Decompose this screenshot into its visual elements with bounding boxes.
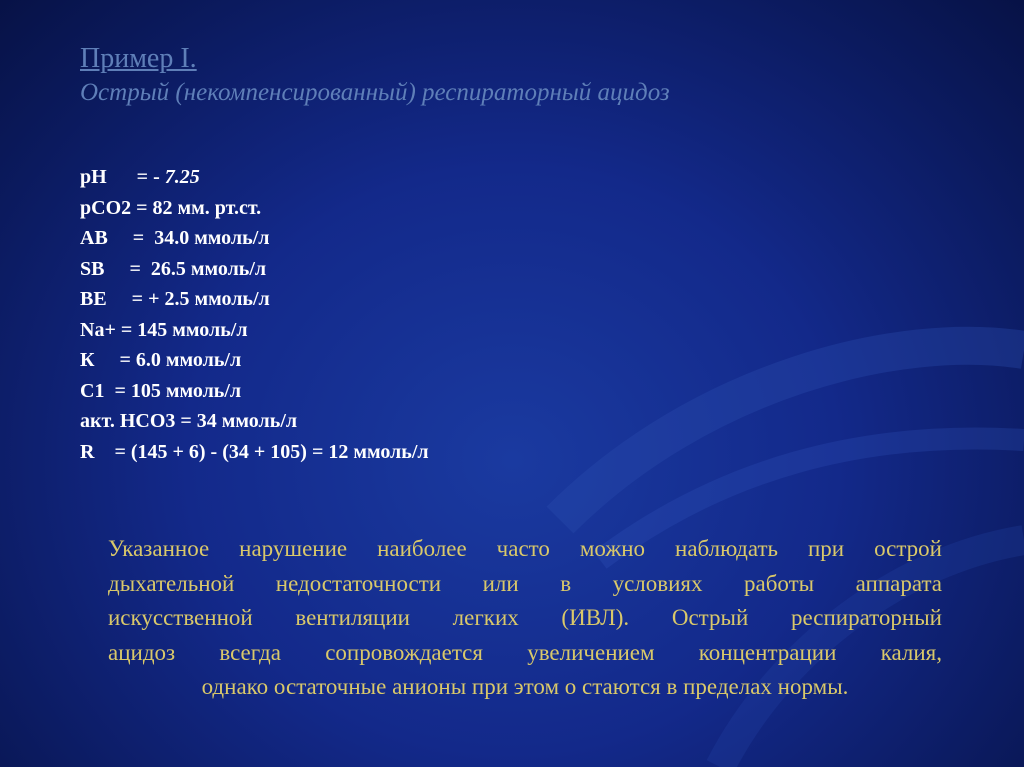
- parameter-list: [80, 162, 429, 467]
- explanation-line: Указанное нарушение наиболее часто можно наблюдать при острой: [108, 536, 942, 561]
- parameter-value: 105 ммоль/л: [130, 379, 242, 402]
- parameter-label: SB =: [80, 257, 151, 280]
- parameter-value: 145 ммоль/л: [137, 318, 248, 341]
- parameter-row: [80, 254, 429, 285]
- parameter-value: 26.5 ммоль/л: [150, 257, 267, 280]
- parameter-row: [80, 437, 429, 468]
- explanation-line: ацидоз всегда сопровождается увеличением концентрации калия,: [108, 639, 942, 665]
- parameter-label: Na+ =: [80, 318, 138, 341]
- parameter-row: [80, 345, 429, 376]
- parameter-row: [80, 376, 429, 407]
- explanation-text: [108, 532, 942, 705]
- parameter-value: 82 мм. рт.ст.: [152, 196, 262, 219]
- parameter-label: pCO2 =: [80, 196, 153, 219]
- parameter-label: R =: [80, 440, 131, 463]
- parameter-label: pH = -: [80, 166, 165, 188]
- explanation-line: однако остаточные анионы при этом о стаются в пределах нормы.: [201, 674, 849, 699]
- parameter-row: [80, 284, 429, 315]
- parameter-value: 34.0 ммоль/л: [154, 227, 270, 249]
- parameter-row: [80, 315, 429, 346]
- parameter-value: 34 ммоль/л: [196, 410, 298, 432]
- slide-title: Пример I.: [80, 43, 197, 74]
- slide-subtitle: Острый (некомпенсированный) респираторный ацидоз: [80, 79, 670, 106]
- parameter-row: [80, 162, 429, 193]
- parameter-value: 7.25: [164, 166, 200, 188]
- parameter-label: С1 =: [80, 379, 131, 402]
- parameter-row: [80, 223, 429, 254]
- parameter-value: (145 + 6) - (34 + 105) = 12 ммоль/л: [130, 440, 429, 463]
- parameter-value: 6.0 ммоль/л: [135, 349, 242, 371]
- parameter-label: AB =: [80, 227, 155, 249]
- parameter-label: BE = +: [80, 288, 165, 310]
- explanation-line: искусственной вентиляции легких (ИВЛ). Острый респираторный: [108, 605, 942, 630]
- explanation-line: дыхательной недостаточности или в условиях работы аппарата: [108, 570, 942, 596]
- parameter-row: [80, 406, 429, 437]
- title-block: [80, 42, 670, 110]
- parameter-value: 2.5 ммоль/л: [164, 288, 270, 310]
- parameter-label: акт. НСО3 =: [80, 410, 197, 432]
- parameter-label: К =: [80, 349, 136, 371]
- parameter-row: [80, 193, 429, 224]
